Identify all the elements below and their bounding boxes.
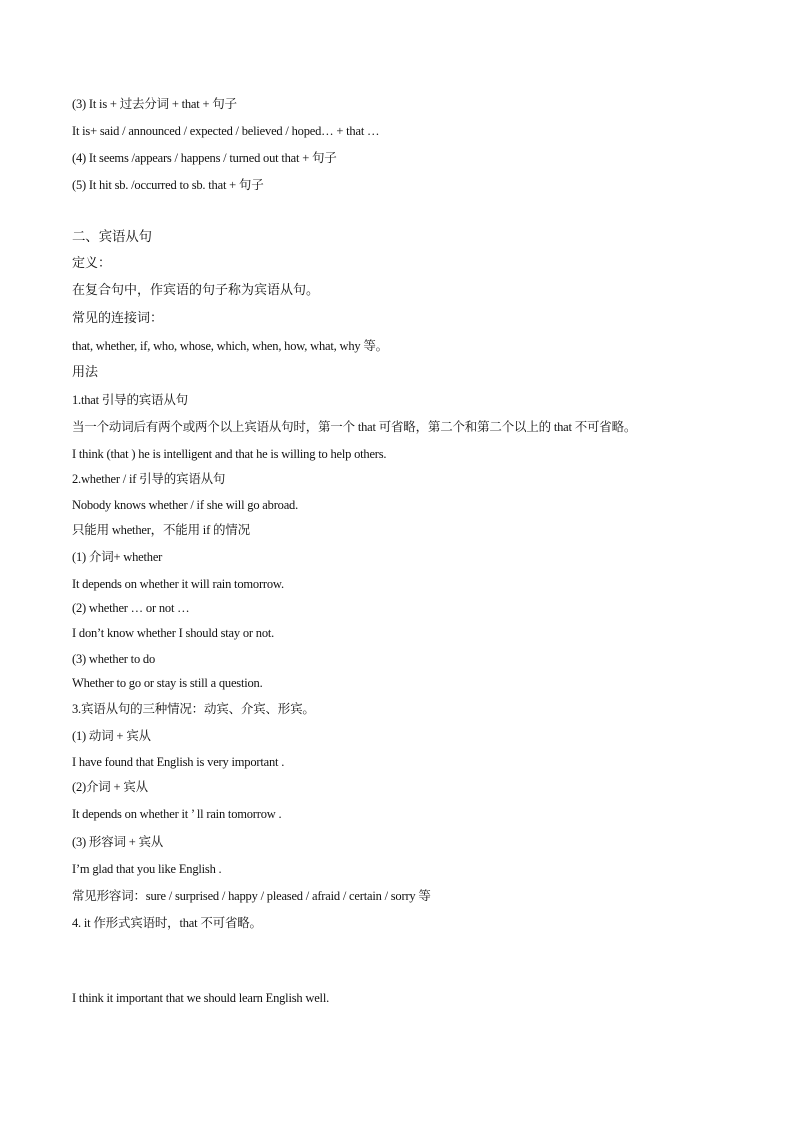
text-line: (3) whether to do — [72, 652, 156, 666]
text-line: 当一个动词后有两个或两个以上宾语从句时，第一个 that 可省略，第二个和第二个以上的 that 不可省略。 — [72, 420, 637, 434]
text-line: It depends on whether it will rain tomorrow. — [72, 577, 284, 591]
text-line: that, whether, if, who, whose, which, when, how, what, why 等。 — [72, 339, 388, 353]
text-line: 1.that 引导的宾语从句 — [72, 393, 188, 407]
text-line: I don’t know whether I should stay or not. — [72, 626, 275, 640]
text-line: 常见的连接词： — [72, 311, 164, 326]
text-line: I have found that English is very important . — [72, 755, 285, 769]
text-line: 用法 — [72, 365, 99, 380]
text-line: (2) whether … or not … — [72, 601, 190, 615]
text-line: (5) It hit sb. /occurred to sb. that + 句子 — [72, 178, 264, 192]
text-line: (1) 动词 + 宾从 — [72, 729, 151, 743]
text-line: I think (that ) he is intelligent and that he is willing to help others. — [72, 447, 387, 461]
text-line: 常见形容词：sure / surprised / happy / pleased / afraid / certain / sorry 等 — [72, 889, 431, 903]
text-line: (2)介词 + 宾从 — [72, 780, 148, 794]
text-line: (4) It seems /appears / happens / turned out that + 句子 — [72, 151, 337, 165]
section-heading: 二、宾语从句 — [72, 229, 152, 245]
text-line: (1) 介词+ whether — [72, 550, 163, 564]
text-line: 2.whether / if 引导的宾语从句 — [72, 472, 226, 486]
text-line: I think it important that we should learn English well. — [72, 991, 330, 1005]
text-line: 定义： — [72, 256, 112, 271]
text-line: It is+ said / announced / expected / believed / hoped… + that … — [72, 124, 380, 138]
text-line: (3) 形容词 + 宾从 — [72, 835, 164, 849]
text-line: Whether to go or stay is still a question. — [72, 676, 263, 690]
text-line: 只能用 whether，不能用 if 的情况 — [72, 523, 250, 537]
text-line: It depends on whether it ’ ll rain tomorrow . — [72, 807, 282, 821]
text-line: 4. it 作形式宾语时，that 不可省略。 — [72, 916, 262, 930]
text-line: I’m glad that you like English . — [72, 862, 222, 876]
text-line: Nobody knows whether / if she will go abroad. — [72, 498, 299, 512]
text-line: 在复合句中，作宾语的句子称为宾语从句。 — [72, 283, 320, 298]
text-line: 3.宾语从句的三种情况：动宾、介宾、形宾。 — [72, 702, 315, 716]
text-line: (3) It is + 过去分词 + that + 句子 — [72, 97, 237, 111]
